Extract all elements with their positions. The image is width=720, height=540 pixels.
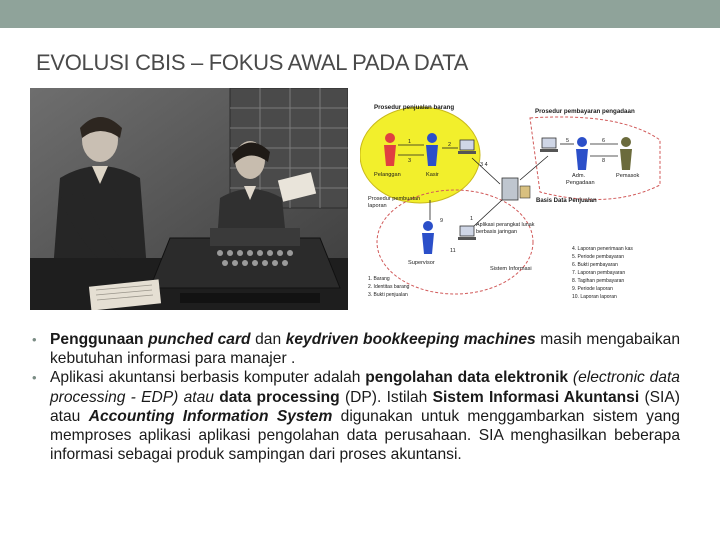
svg-text:11: 11: [450, 248, 456, 254]
svg-text:3 4: 3 4: [480, 162, 488, 168]
bullet-text-emphasis: keydriven bookkeeping machines: [285, 331, 536, 348]
svg-text:9: 9: [440, 218, 444, 224]
bullet-text: dan: [255, 331, 282, 348]
legend-right-item: 4. Laporan penerimaan kas: [572, 246, 633, 252]
adm-pengadaan-person-icon: [576, 137, 588, 170]
svg-text:5: 5: [566, 138, 570, 144]
legend-left-item: 3. Bukti penjualan: [368, 292, 408, 298]
bullet-dot-icon: •: [32, 332, 37, 347]
label-prosedur-pembuatan-1: Prosedur pembuatan: [368, 196, 421, 202]
svg-text:2: 2: [448, 142, 452, 148]
bullet-text: (SIA) atau: [50, 388, 680, 425]
pelanggan-person-icon: [384, 133, 396, 166]
label-adm-pengadaan-1: Adm.: [572, 173, 586, 179]
bullet-dot-icon: •: [32, 370, 37, 386]
bullet-text: Penggunaan: [50, 331, 144, 348]
pengadaan-computer-icon: [540, 138, 558, 152]
slide-title: EVOLUSI CBIS – FOKUS AWAL PADA DATA: [36, 50, 469, 75]
information-system-diagram-svg: [360, 100, 672, 310]
legend-right-item: 9. Periode laporan: [572, 286, 613, 292]
kasir-person-icon: [426, 133, 438, 166]
bullet-text-emphasis: data processing: [219, 388, 340, 406]
label-prosedur-pembuatan-2: laporan: [368, 203, 387, 209]
svg-text:1: 1: [408, 139, 412, 145]
kasir-computer-icon: [458, 140, 476, 154]
label-sistem-informasi: Sistem Informasi: [490, 266, 532, 272]
supervisor-computer-icon: [458, 226, 476, 240]
legend-right-item: 8. Tagihan pembayaran: [572, 278, 625, 284]
label-kasir: Kasir: [426, 172, 439, 178]
legend-right-item: 10. Laporan laporan: [572, 294, 617, 300]
pemasok-person-icon: [620, 137, 632, 170]
bullet-text-emphasis: pengolahan data elektronik: [365, 369, 569, 387]
bullet-text-emphasis: Sistem Informasi Akuntansi: [432, 388, 640, 406]
bullet-list: [30, 330, 680, 464]
svg-text:1: 1: [470, 216, 474, 222]
legend-left-item: 1. Barang: [368, 276, 390, 282]
svg-text:6: 6: [602, 138, 606, 144]
label-prosedur-pembayaran: Prosedur pembayaran pengadaan: [535, 108, 635, 115]
legend-left-item: 2. Identitas barang: [368, 284, 410, 290]
bullet-text: (DP). Istilah: [344, 388, 428, 406]
bullet-text: masih mengabaikan kebutuhan informasi para manajer .: [50, 331, 681, 368]
label-adm-pengadaan-2: Pengadaan: [566, 180, 595, 186]
bullet-item-punched-card: [30, 330, 680, 368]
bookkeeping-photo: [30, 88, 348, 310]
label-pelanggan: Pelanggan: [374, 172, 401, 178]
label-aplikasi-1: Aplikasi perangkat lunak: [476, 222, 535, 228]
bullet-text: Aplikasi akuntansi berbasis komputer adalah: [50, 369, 361, 387]
bullet-text: digunakan untuk menggambarkan sistem yang memproses aplikasi aplikasi pengolahan data perusahaan. SIA menghasilkan beberapa informasi sebagai produk sampingan dari proses akuntansi.: [50, 407, 680, 464]
bullet-item-aplikasi-akuntansi: [30, 368, 680, 464]
top-accent-band: [0, 0, 720, 28]
label-basis-data: Basis Data Penjualan: [536, 198, 597, 204]
label-aplikasi-2: berbasis jaringan: [476, 229, 518, 235]
bullet-text-italic: (electronic data processing - EDP) atau: [50, 369, 680, 406]
supervisor-person-icon: [422, 221, 434, 254]
legend-right-item: 5. Periode pembayaran: [572, 254, 624, 260]
legend-right-item: 6. Bukti pembayaran: [572, 262, 618, 268]
label-pemasok: Pemasok: [616, 173, 640, 179]
label-supervisor: Supervisor: [408, 260, 435, 266]
bookkeeping-photo-illustration: [30, 88, 348, 310]
information-system-diagram: [360, 100, 672, 310]
bullet-text-emphasis: punched card: [148, 331, 251, 348]
svg-text:3: 3: [408, 158, 412, 164]
legend-right-item: 7. Laporan pembayaran: [572, 270, 626, 276]
bullet-text-emphasis: Accounting Information System: [88, 407, 333, 425]
svg-text:8: 8: [602, 158, 606, 164]
label-prosedur-penjualan: Prosedur penjualan barang: [374, 104, 455, 111]
